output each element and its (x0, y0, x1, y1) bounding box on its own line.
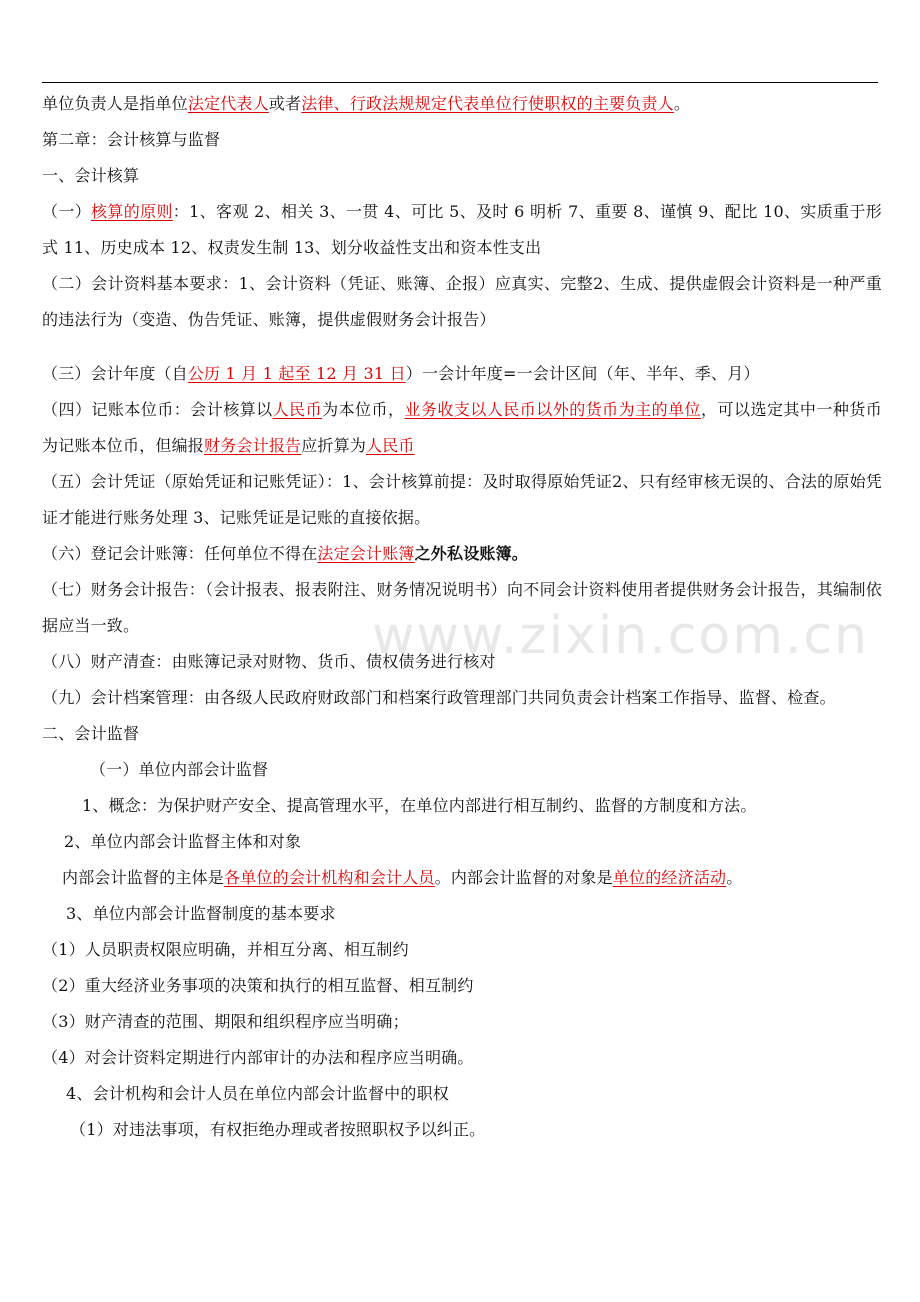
paragraph-financial-report: （七）财务会计报告：（会计报表、报表附注、财务情况说明书）向不同会计资料使用者提供财务会计报告，其编制依据应当一致。 (42, 580, 882, 635)
spacer (42, 338, 882, 356)
item-powers-1: （1）对违法事项，有权拒绝办理或者按照职权予以纠正。 (70, 1120, 486, 1139)
subsection-internal-supervision: （一）单位内部会计监督 (90, 760, 269, 779)
highlight-legal-ledger: 法定会计账簿 (317, 544, 415, 563)
highlight-financial-report: 财务会计报告 (204, 436, 302, 455)
highlight-calendar: 公历 1 月 1 起至 12 月 31 日 (187, 364, 406, 383)
paragraph-vouchers: （五）会计凭证（原始凭证和记账凭证）：1、会计核算前提：及时取得原始凭证2、只有经审核无误的、合法的原始凭证才能进行账务处理 3、记账凭证是记账的直接依据。 (42, 472, 882, 527)
highlight-principles: 核算的原则 (91, 202, 173, 221)
highlight-main-head: 法律、行政法规规定代表单位行使职权的主要负责人 (301, 94, 674, 113)
paragraph-unit-head: 单位负责人是指单位法定代表人或者法律、行政法规规定代表单位行使职权的主要负责人。 (42, 94, 691, 113)
paragraph-subject-object: 内部会计监督的主体是各单位的会计机构和会计人员。内部会计监督的对象是单位的经济活动。 (62, 868, 743, 887)
section-title-accounting: 一、会计核算 (42, 166, 140, 185)
highlight-legal-rep: 法定代表人 (187, 94, 269, 113)
paragraph-data-requirements: （二）会计资料基本要求：1、会计资料（凭证、账簿、企报）应真实、完整2、生成、提供虚假会计资料是一种严重的违法行为（变造、伪告凭证、账簿，提供虚假财务会计报告） (42, 274, 882, 329)
chapter-title: 第二章：会计核算与监督 (42, 130, 221, 149)
highlight-accounting-staff: 各单位的会计机构和会计人员 (224, 868, 435, 887)
section-title-supervision: 二、会计监督 (42, 724, 140, 743)
paragraph-principles: （一）核算的原则：1、客观 2、相关 3、一贯 4、可比 5、及时 6 明析 7、重要 8、谨慎 9、配比 10、实质重于形式 11、历史成本 12、权责发生制 13、划分收益性支出和资本性支出 (42, 202, 882, 257)
item-basic-requirements: 3、单位内部会计监督制度的基本要求 (66, 904, 336, 923)
document-body (42, 86, 882, 1148)
list-item: （4）对会计资料定期进行内部审计的办法和程序应当明确。 (42, 1048, 474, 1067)
paragraph-fiscal-year: （三）会计年度（自公历 1 月 1 起至 12 月 31 日）一会计年度=一会计区间（年、半年、季、月） (42, 364, 760, 383)
item-powers: 4、会计机构和会计人员在单位内部会计监督中的职权 (66, 1084, 449, 1103)
item-concept: 1、概念：为保护财产安全、提高管理水平，在单位内部进行相互制约、监督的方制度和方法。 (82, 796, 757, 815)
highlight-rmb: 人民币 (272, 400, 323, 419)
paragraph-ledger: （六）登记会计账簿：任何单位不得在法定会计账簿之外私设账簿。 (42, 544, 529, 563)
highlight-rmb-2: 人民币 (366, 436, 415, 455)
header-rule (42, 82, 878, 83)
highlight-foreign-currency: 业务收支以人民币以外的货币为主的单位 (404, 400, 702, 419)
highlight-economic-activity: 单位的经济活动 (612, 868, 727, 887)
list-item: （3）财产清查的范围、期限和组织程序应当明确； (42, 1012, 409, 1031)
paragraph-property-check: （八）财产清查：由账簿记录对财物、货币、债权债务进行核对 (42, 652, 496, 671)
list-item: （1）人员职责权限应明确，并相互分离、相互制约 (42, 940, 409, 959)
paragraph-archives: （九）会计档案管理：由各级人民政府财政部门和档案行政管理部门共同负责会计档案工作指导、监督、检查。 (42, 688, 836, 707)
list-item: （2）重大经济业务事项的决策和执行的相互监督、相互制约 (42, 976, 474, 995)
paragraph-currency: （四）记账本位币：会计核算以人民币为本位币，业务收支以人民币以外的货币为主的单位，可以选定其中一种货币为记账本位币，但编报财务会计报告应折算为人民币 (42, 400, 882, 455)
watermark: www.zixin.com.cn (372, 606, 869, 666)
item-subject-object: 2、单位内部会计监督主体和对象 (64, 832, 302, 851)
